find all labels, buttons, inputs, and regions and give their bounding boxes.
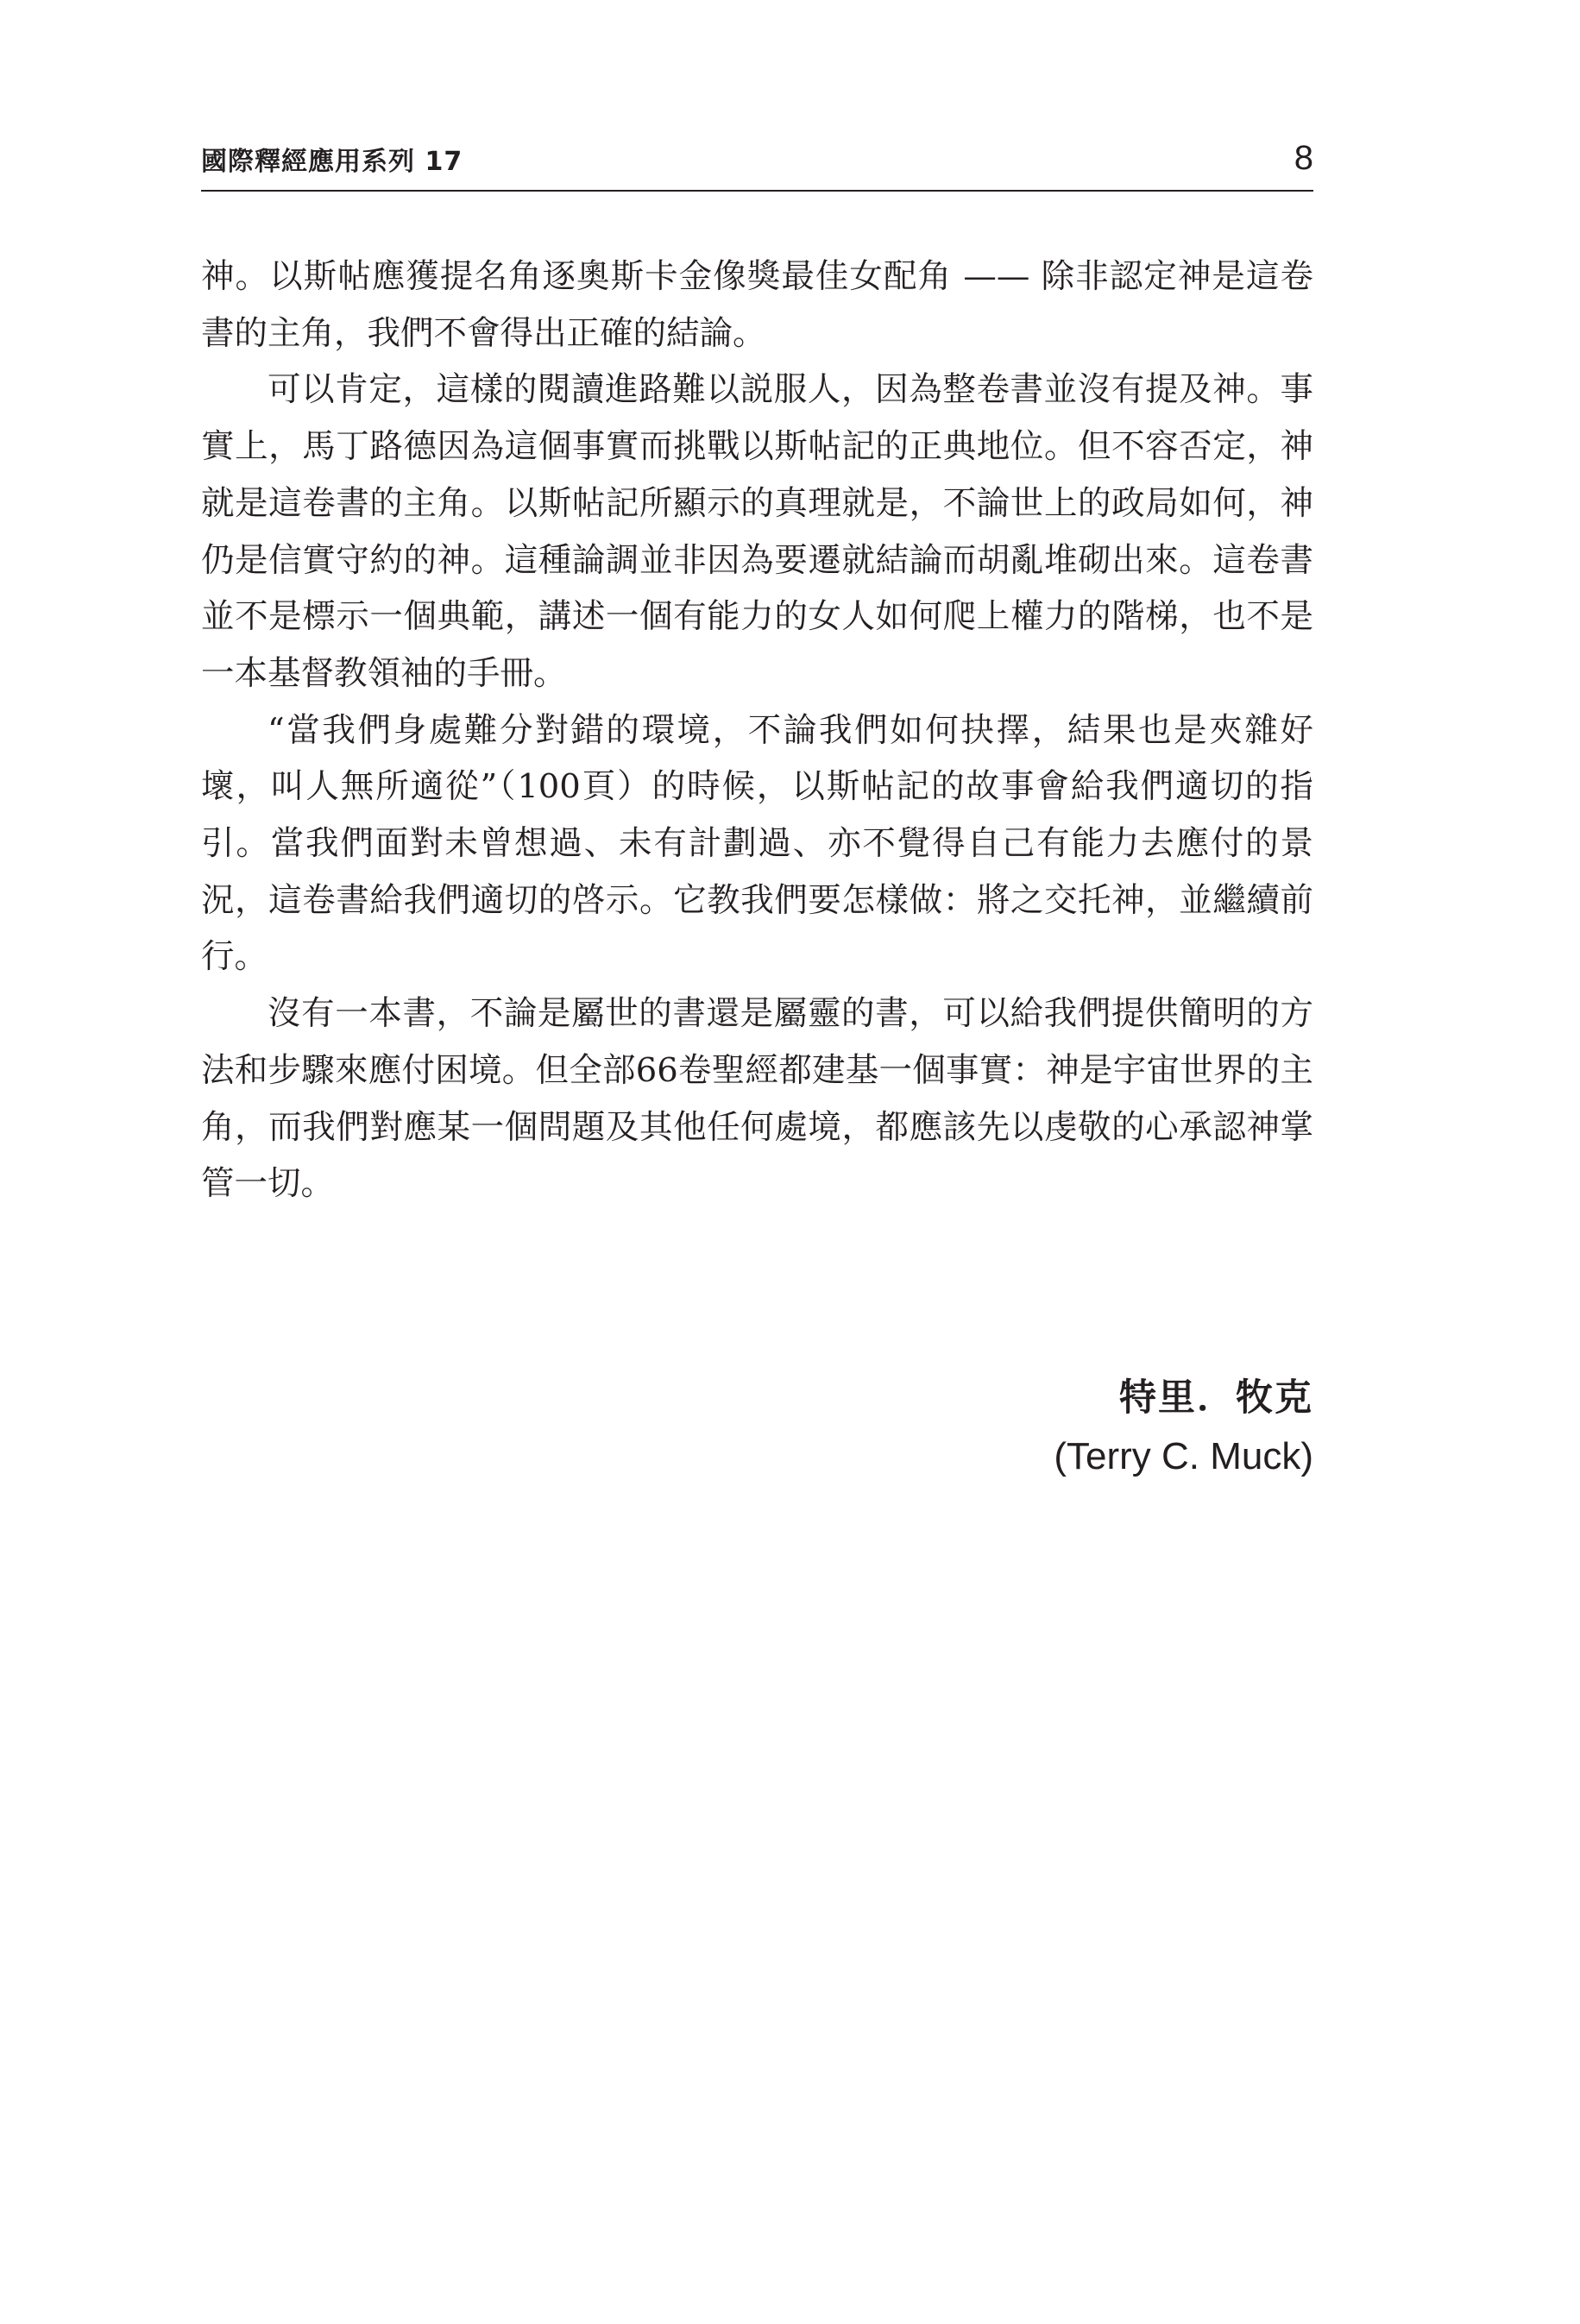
running-header (201, 138, 1313, 192)
paragraph: 沒有一本書，不論是屬世的書還是屬靈的書，可以給我們提供簡明的方法和步驟來應付困境。但全部66卷聖經都建基一個事實：神是宇宙世界的主角，而我們對應某一個問題及其他任何處境，都應該先以虔敬的心承認神掌管一切。 (201, 994, 1313, 1204)
paragraph-continuation: 神。以斯帖應獲提名角逐奧斯卡金像獎最佳女配角 —— 除非認定神是這卷書的主角，我們不會得出正確的結論。 (201, 257, 1313, 353)
author-english-name: (Terry C. Muck) (1054, 1435, 1313, 1477)
author-name: 特里．牧克 (1119, 1376, 1313, 1420)
body-text (201, 249, 1313, 1212)
paragraph: “當我們身處難分對錯的環境，不論我們如何抉擇，結果也是夾雜好壞，叫人無所適從”（100頁）的時候，以斯帖記的故事會給我們適切的指引。當我們面對未曾想過、未有計劃過、亦不覺得自己有能力去應付的景況，這卷書給我們適切的啓示。它教我們要怎樣做：將之交托神，並繼續前行。 (201, 710, 1313, 977)
paragraph: 可以肯定，這樣的閱讀進路難以説服人，因為整卷書並沒有提及神。事實上，馬丁路德因為這個事實而挑戰以斯帖記的正典地位。但不容否定，神就是這卷書的主角。以斯帖記所顯示的真理就是，不論世上的政局如何，神仍是信實守約的神。這種論調並非因為要遷就結論而胡亂堆砌出來。這卷書並不是標示一個典範，講述一個有能力的女人如何爬上權力的階梯，也不是一本基督教領袖的手冊。 (201, 370, 1313, 693)
author-signature (201, 1372, 1313, 1483)
series-title: 國際釋經應用系列 17 (201, 147, 463, 177)
page-number: 8 (1294, 139, 1313, 177)
